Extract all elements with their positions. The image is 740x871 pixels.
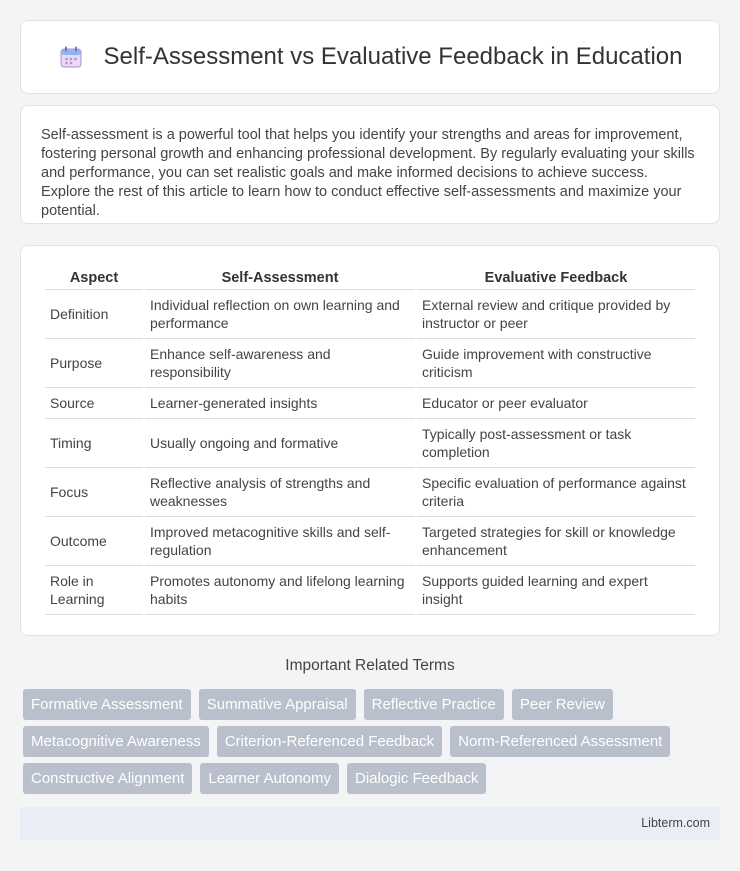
related-term-tag[interactable]: Reflective Practice bbox=[364, 689, 504, 720]
row-aspect: Purpose bbox=[45, 339, 143, 388]
row-self-assessment: Reflective analysis of strengths and weaknesses bbox=[145, 468, 415, 517]
related-term-tag[interactable]: Learner Autonomy bbox=[200, 763, 339, 794]
row-self-assessment: Enhance self-awareness and responsibility bbox=[145, 339, 415, 388]
related-terms-title: Important Related Terms bbox=[285, 657, 455, 674]
row-self-assessment: Promotes autonomy and lifelong learning habits bbox=[145, 566, 415, 615]
row-aspect: Source bbox=[45, 388, 143, 419]
related-term-tag[interactable]: Peer Review bbox=[512, 689, 613, 720]
row-aspect: Outcome bbox=[45, 517, 143, 566]
comparison-table bbox=[43, 266, 697, 615]
comparison-table-card bbox=[20, 245, 720, 636]
row-aspect: Focus bbox=[45, 468, 143, 517]
table-header-row bbox=[45, 266, 695, 290]
table-row bbox=[45, 290, 695, 339]
row-self-assessment: Individual reflection on own learning and performance bbox=[145, 290, 415, 339]
table-row bbox=[45, 566, 695, 615]
row-evaluative-feedback: Targeted strategies for skill or knowledge enhancement bbox=[417, 517, 695, 566]
title-card bbox=[20, 20, 720, 94]
header-aspect: Aspect bbox=[45, 266, 143, 290]
row-aspect: Role in Learning bbox=[45, 566, 143, 615]
footer-site-link[interactable]: Libterm.com bbox=[641, 816, 710, 830]
row-evaluative-feedback: Typically post-assessment or task completion bbox=[417, 419, 695, 468]
related-term-tag[interactable]: Dialogic Feedback bbox=[347, 763, 486, 794]
table-row bbox=[45, 517, 695, 566]
related-term-tag[interactable]: Formative Assessment bbox=[23, 689, 191, 720]
footer bbox=[20, 807, 720, 840]
row-self-assessment: Learner-generated insights bbox=[145, 388, 415, 419]
calendar-icon bbox=[58, 44, 84, 70]
related-term-tag[interactable]: Summative Appraisal bbox=[199, 689, 356, 720]
row-aspect: Definition bbox=[45, 290, 143, 339]
row-evaluative-feedback: Educator or peer evaluator bbox=[417, 388, 695, 419]
related-terms-list bbox=[23, 689, 723, 800]
page-title: Self-Assessment vs Evaluative Feedback in Education bbox=[103, 43, 683, 70]
header-self-assessment: Self-Assessment bbox=[145, 266, 415, 290]
header-evaluative-feedback: Evaluative Feedback bbox=[417, 266, 695, 290]
table-row bbox=[45, 388, 695, 419]
table-row bbox=[45, 419, 695, 468]
related-term-tag[interactable]: Norm-Referenced Assessment bbox=[450, 726, 670, 757]
table-row bbox=[45, 468, 695, 517]
table-row bbox=[45, 339, 695, 388]
row-evaluative-feedback: Guide improvement with constructive criticism bbox=[417, 339, 695, 388]
row-evaluative-feedback: Specific evaluation of performance against criteria bbox=[417, 468, 695, 517]
row-self-assessment: Usually ongoing and formative bbox=[145, 419, 415, 468]
intro-paragraph: Self-assessment is a powerful tool that helps you identify your strengths and areas for improvement, fostering personal growth and enhancing professional development. By regularly evaluating your skills and performance, you can set realistic goals and make informed decisions to achieve success. Explore the rest of this article to learn how to conduct effective self-assessments and maximize your potential. bbox=[41, 127, 695, 219]
row-aspect: Timing bbox=[45, 419, 143, 468]
related-term-tag[interactable]: Metacognitive Awareness bbox=[23, 726, 209, 757]
row-evaluative-feedback: Supports guided learning and expert insight bbox=[417, 566, 695, 615]
related-term-tag[interactable]: Criterion-Referenced Feedback bbox=[217, 726, 442, 757]
row-self-assessment: Improved metacognitive skills and self-regulation bbox=[145, 517, 415, 566]
related-term-tag[interactable]: Constructive Alignment bbox=[23, 763, 192, 794]
row-evaluative-feedback: External review and critique provided by instructor or peer bbox=[417, 290, 695, 339]
intro-card bbox=[20, 105, 720, 224]
